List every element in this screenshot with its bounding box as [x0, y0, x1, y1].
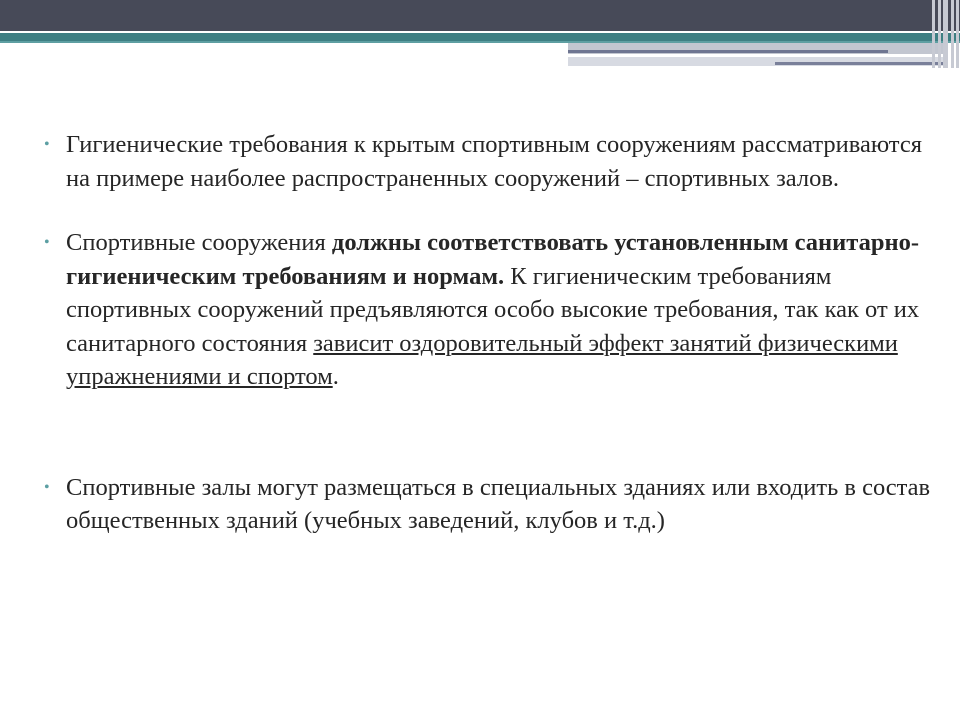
bullet-text: К гигиеническим требованиям спортивных сооружений предъявляются особо высокие требования, так как от их санитарного состояния	[66, 262, 920, 357]
bullet-item	[44, 128, 934, 195]
bullet-text: Спортивные сооружения	[66, 229, 332, 256]
bullet-text: .	[332, 363, 339, 390]
header-dark-band	[0, 0, 960, 31]
header-teal-line	[0, 33, 960, 41]
header-stripe-dark-short	[775, 62, 943, 65]
bullet-item	[44, 471, 934, 538]
bullet-text: Гигиенические требования к крытым спортивным сооружениям рассматриваются на примере наиболее распространенных сооружений – спортивных залов.	[66, 131, 922, 192]
bullet-dot-icon: •	[44, 234, 50, 251]
bullet-bold-text: должны соответствовать установленным санитарно-гигиеническим требованиям и нормам.	[66, 229, 920, 290]
bullet-item	[44, 226, 934, 394]
slide-content	[44, 128, 934, 538]
bullet-text: Спортивные залы могут размещаться в специальных зданиях или входить в состав общественных зданий (учебных заведений, клубов и т.д.)	[66, 473, 931, 534]
bullet-underlined-text: зависит оздоровительный эффект занятий физическими упражнениями и спортом	[66, 329, 898, 390]
header-stripe-dark	[568, 50, 888, 53]
bullet-dot-icon: •	[44, 478, 50, 496]
header-vertical-bars	[930, 0, 960, 68]
bullet-dot-icon: •	[44, 136, 50, 153]
